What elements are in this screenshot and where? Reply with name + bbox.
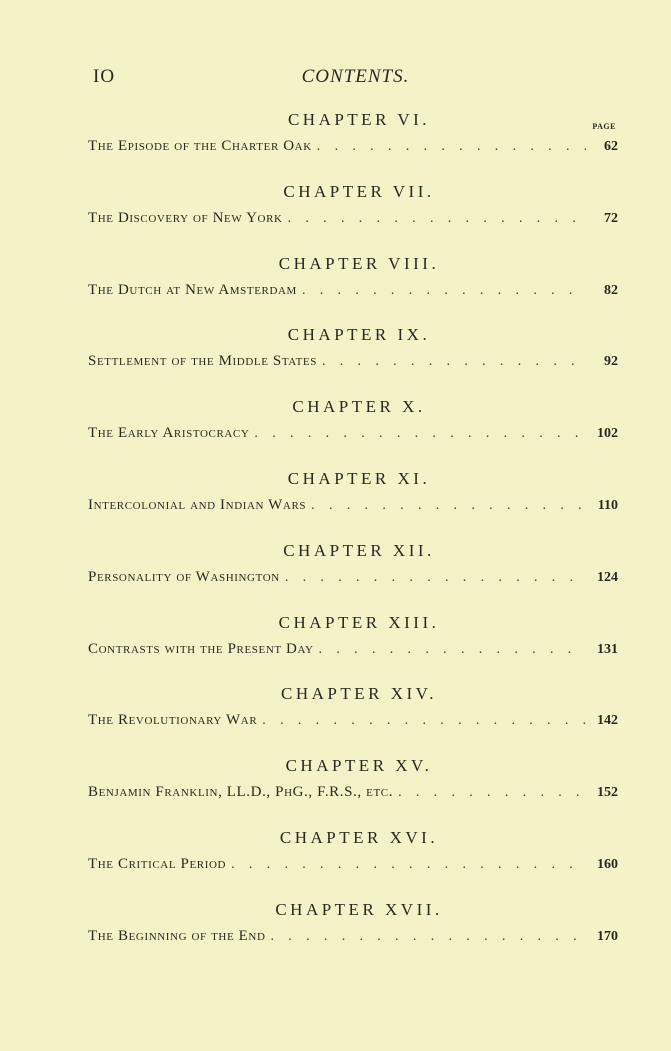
toc-entry: [88, 684, 618, 756]
dot-leaders: [319, 642, 586, 658]
table-of-contents: [88, 110, 618, 972]
chapter-page-number: 102: [597, 426, 618, 442]
dot-leaders: [311, 498, 586, 514]
chapter-page-number: 124: [597, 569, 618, 585]
chapter-heading: CHAPTER VII.: [283, 181, 435, 201]
chapter-page-number: 131: [597, 641, 618, 657]
chapter-heading: CHAPTER XII.: [283, 540, 435, 560]
chapter-heading: CHAPTER XVII.: [275, 899, 443, 919]
toc-entry: [88, 469, 618, 541]
dot-leaders: [317, 139, 586, 155]
toc-entry: [88, 541, 618, 613]
page-number: IO: [93, 66, 116, 87]
toc-line: [88, 138, 618, 155]
toc-entry: [88, 397, 618, 469]
toc-line: [88, 569, 618, 586]
dot-leaders: [262, 713, 586, 729]
chapter-title: The Critical Period: [88, 855, 227, 872]
page-column-label: PAGE: [592, 122, 616, 131]
chapter-page-number: 170: [597, 928, 618, 944]
toc-line: [88, 282, 618, 299]
chapter-page-number: 110: [597, 497, 618, 513]
dot-leaders: [285, 570, 586, 586]
chapter-title: Benjamin Franklin, LL.D., PhG., F.R.S., etc.: [88, 784, 394, 801]
running-head: CONTENTS.: [301, 66, 410, 87]
toc-line: [88, 712, 618, 729]
toc-line: [88, 425, 618, 442]
toc-line: [88, 784, 618, 801]
chapter-heading: CHAPTER XV.: [285, 756, 433, 776]
toc-line: [88, 641, 618, 658]
dot-leaders: [322, 354, 586, 370]
chapter-title: Settlement of the Middle States: [88, 353, 317, 370]
toc-line: [88, 497, 618, 514]
toc-entry: [88, 325, 618, 397]
chapter-page-number: 72: [604, 210, 618, 226]
chapter-heading: CHAPTER IX.: [287, 325, 431, 345]
dot-leaders: [398, 785, 586, 801]
chapter-title: The Dutch at New Amsterdam: [88, 281, 297, 298]
chapter-page-number: 92: [604, 354, 618, 370]
dot-leaders: [231, 857, 586, 873]
chapter-title: The Early Aristocracy: [88, 425, 250, 442]
dot-leaders: [254, 426, 586, 442]
chapter-title: Intercolonial and Indian Wars: [88, 496, 307, 513]
chapter-heading: CHAPTER VI.: [287, 110, 431, 129]
toc-entry: [88, 254, 618, 326]
chapter-title: The Revolutionary War: [88, 712, 258, 729]
chapter-heading: CHAPTER X.: [292, 397, 426, 417]
chapter-page-number: 142: [597, 713, 618, 729]
chapter-title: The Beginning of the End: [88, 927, 266, 944]
toc-entry: [88, 828, 618, 900]
toc-line: [88, 353, 618, 370]
chapter-heading: CHAPTER XIV.: [281, 684, 437, 704]
page-header: [93, 66, 618, 96]
chapter-page-number: 152: [597, 785, 618, 801]
toc-line: [88, 856, 618, 873]
toc-line: [88, 210, 618, 227]
toc-entry: [88, 182, 618, 254]
chapter-title: Contrasts with the Present Day: [88, 640, 314, 657]
chapter-heading: CHAPTER VIII.: [278, 253, 440, 273]
chapter-heading: CHAPTER XIII.: [278, 612, 440, 632]
chapter-page-number: 160: [597, 856, 618, 872]
chapter-page-number: 82: [604, 282, 618, 298]
toc-entry: [88, 110, 618, 182]
chapter-page-number: 62: [604, 139, 618, 154]
toc-line: [88, 928, 618, 945]
chapter-title: Personality of Washington: [88, 568, 280, 585]
dot-leaders: [302, 283, 586, 299]
dot-leaders: [271, 929, 587, 945]
toc-entry: [88, 613, 618, 685]
toc-entry: [88, 900, 618, 972]
dot-leaders: [288, 211, 586, 227]
toc-entry: [88, 756, 618, 828]
chapter-heading: CHAPTER XI.: [287, 468, 431, 488]
chapter-title: The Episode of the Charter Oak: [88, 138, 312, 154]
chapter-heading: CHAPTER XVI.: [279, 827, 439, 847]
chapter-title: The Discovery of New York: [88, 209, 283, 226]
